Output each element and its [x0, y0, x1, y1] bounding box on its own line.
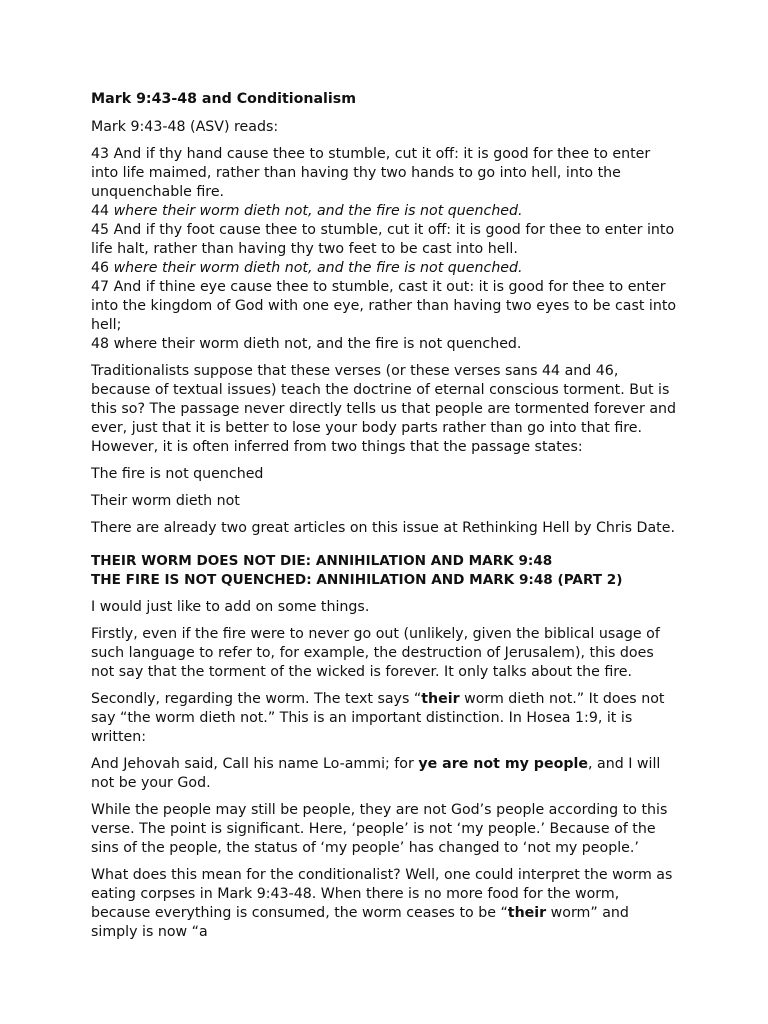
verse-47: 47 And if thine eye cause thee to stumble, cast it out: it is good for thee to enter into the kingdom of God with one eye, rather than having two eyes to be cast into hell; — [91, 279, 677, 333]
verse-45: 45 And if thy foot cause thee to stumble, cut it off: it is good for thee to enter into life halt, rather than having thy two feet to be cast into hell. — [91, 222, 675, 257]
verse-46 — [91, 259, 679, 278]
emphasis-their: their — [507, 905, 547, 921]
traditionalists-paragraph: Traditionalists suppose that these verses (or these verses sans 44 and 46, because of textual issues) teach the doctrine of eternal conscious torment. But is this so? The passage never directly tells us that people are tormented forever and ever, just that it is better to lose your body parts rather than go into that fire. However, it is often inferred from two things that the passage states: — [91, 363, 677, 455]
secondly-paragraph — [91, 690, 679, 747]
conditionalist-paragraph — [91, 866, 679, 942]
verse-number: 44 — [91, 203, 110, 219]
document-page — [91, 90, 679, 950]
article-link-worm[interactable]: THEIR WORM DOES NOT DIE: ANNIHILATION AND MARK 9:48 — [91, 553, 553, 569]
text-segment: worm dieth not.” It does not say “the worm dieth not.” This is an important distinction. In Hosea 1:9, it is written: — [91, 691, 665, 745]
point-fire: The fire is not quenched — [91, 466, 264, 482]
while-paragraph: While the people may still be people, they are not God’s people according to this verse. The point is significant. Here, ‘people’ is not ‘my people.’ Because of the sins of the people, the status of ‘my people’ has changed to ‘not my people.’ — [91, 802, 668, 856]
intro-paragraph: Mark 9:43-48 (ASV) reads: — [91, 119, 279, 135]
text-segment: worm” and simply is now “a — [91, 905, 629, 940]
text-segment: , and I will not be your God. — [91, 756, 661, 791]
verse-44 — [91, 202, 679, 221]
text-segment: What does this mean for the conditionalist? Well, one could interpret the worm as eating corpses in Mark 9:43-48. When there is no more food for the worm, because everything is consumed, the worm ceases to be “ — [91, 867, 673, 921]
verse-number: 46 — [91, 260, 110, 276]
emphasis-their: their — [421, 691, 460, 707]
emphasis-not-my-people: ye are not my people — [418, 756, 588, 772]
document-title: Mark 9:43-48 and Conditionalism — [91, 91, 356, 107]
articles-paragraph: There are already two great articles on this issue at Rethinking Hell by Chris Date. — [91, 520, 675, 536]
scripture-passage — [91, 145, 679, 354]
firstly-paragraph: Firstly, even if the fire were to never go out (unlikely, given the biblical usage of such language to refer to, for example, the destruction of Jerusalem), this does not say that the torment of the wicked is forever. It only talks about the fire. — [91, 626, 660, 680]
verse-text: where their worm dieth not, and the fire is not quenched. — [113, 203, 523, 219]
text-segment: Secondly, regarding the worm. The text says “ — [91, 691, 422, 707]
article-links — [91, 552, 679, 590]
verse-text: where their worm dieth not, and the fire is not quenched. — [113, 260, 523, 276]
verse-48: 48 where their worm dieth not, and the fire is not quenched. — [91, 336, 522, 352]
point-worm: Their worm dieth not — [91, 493, 240, 509]
hosea-quote — [91, 755, 679, 793]
article-link-fire[interactable]: THE FIRE IS NOT QUENCHED: ANNIHILATION AND MARK 9:48 (PART 2) — [91, 572, 623, 588]
verse-43: 43 And if thy hand cause thee to stumble, cut it off: it is good for thee to enter into life maimed, rather than having thy two hands to go into hell, into the unquenchable fire. — [91, 146, 651, 200]
text-segment: And Jehovah said, Call his name Lo-ammi; for — [91, 756, 419, 772]
add-paragraph: I would just like to add on some things. — [91, 599, 370, 615]
